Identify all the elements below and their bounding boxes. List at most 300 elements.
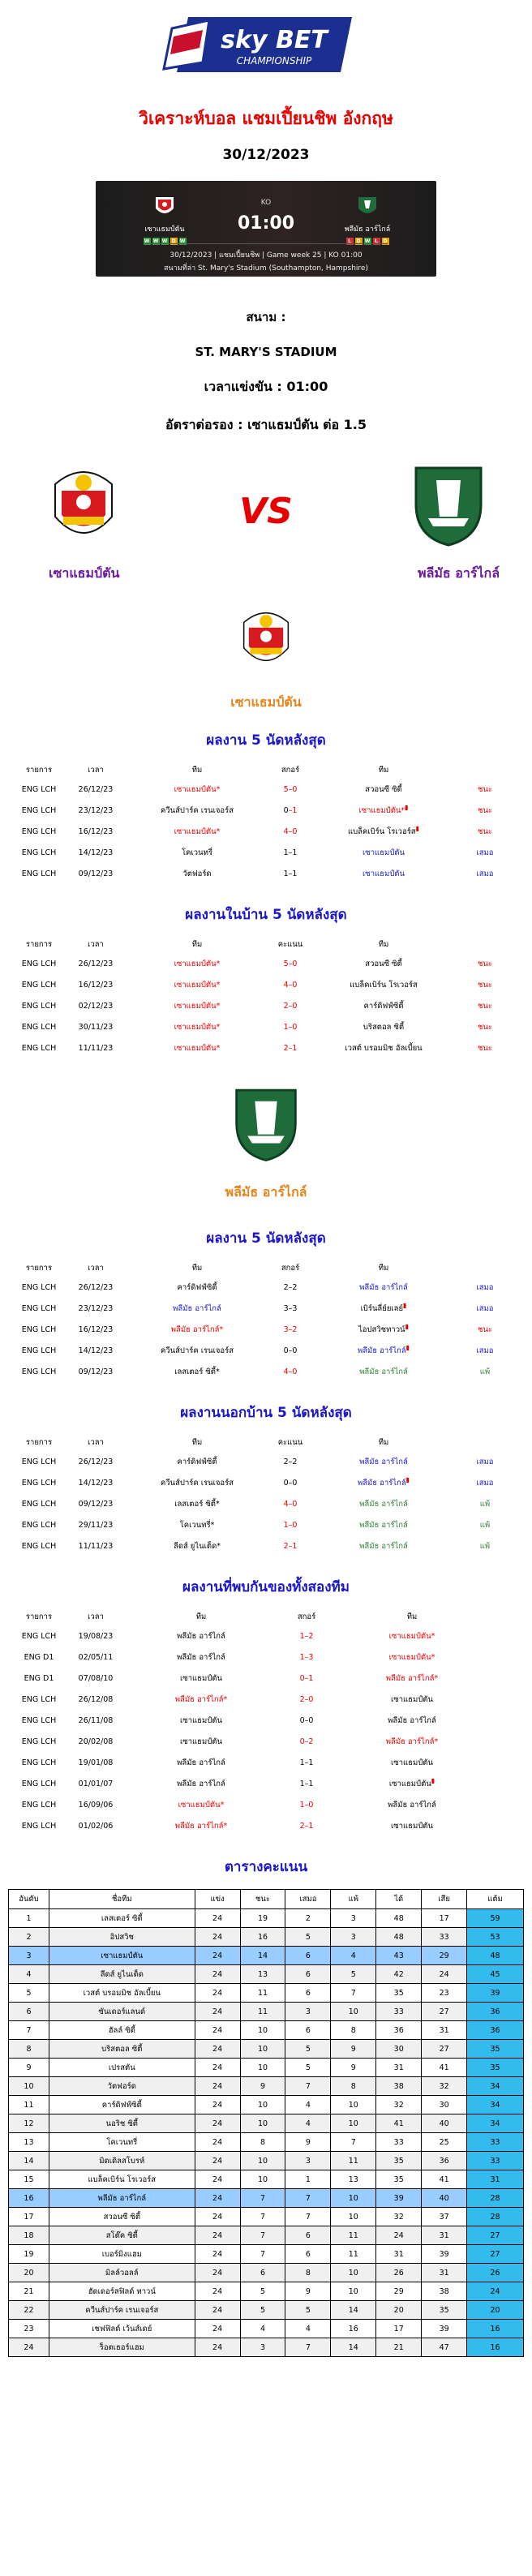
away-team-label: เบิร์นลี่ย์ยเลย์ (360, 1304, 404, 1314)
banner-match-info: 30/12/2023 | แชมเปี้ยนชิพ | Game week 25 | KO 01:00 (169, 251, 363, 260)
standings-cell: 10 (331, 2282, 376, 2301)
red-card-icon: ▮ (405, 1322, 409, 1330)
standings-cell pts: 33 (467, 2152, 524, 2170)
standings-cell: เบอร์มิงแฮม (49, 2245, 195, 2264)
cell-home-team: พลีมัธ อาร์ไกล์* (170, 1324, 224, 1334)
score-away: 0 (292, 1499, 298, 1509)
cell-date: 16/12/23 (78, 1324, 114, 1334)
cell-result: เสมอ (476, 869, 494, 878)
odds-line: อัตราต่อรอง : เซาแธมป์ตัน ต่อ 1.5 (165, 417, 367, 432)
cell-home-team: เซาแธมป์ตัน (180, 1737, 222, 1746)
score-home: 2 (283, 1457, 289, 1466)
standings-cell: 5 (285, 2040, 331, 2059)
col-home: ทีม (191, 939, 203, 949)
table-row (15, 1646, 517, 1668)
table-row (15, 953, 517, 974)
standings-cell: 14 (331, 2338, 376, 2357)
standings-cell: 23 (9, 2320, 49, 2338)
standings-cell: 17 (9, 2208, 49, 2226)
cell-date: 30/11/23 (78, 1022, 114, 1032)
cell-away-team (339, 1646, 485, 1668)
stadium-label: สนาม : (246, 310, 286, 324)
score-away: 0 (292, 1478, 298, 1488)
score-home: 3 (283, 1324, 289, 1334)
standings-cell: 17 (422, 1909, 467, 1928)
away-team-heading: พลีมัธ อาร์ไกล์ (225, 1184, 307, 1200)
cell-score: 4–0 (283, 1499, 298, 1509)
standings-cell: โคเวนทรี่ (49, 2133, 195, 2152)
standings-cell: 10 (331, 2189, 376, 2208)
standings-cell: 6 (285, 2021, 331, 2040)
standings-cell pts: 34 (467, 2077, 524, 2096)
col-home: ทีม (191, 1437, 203, 1447)
cell-result: ชนะ (477, 784, 493, 794)
standings-cell: 7 (285, 2077, 331, 2096)
standings-cell: เซาแธมป์ตัน (49, 1947, 195, 1965)
cell-date: 16/09/06 (78, 1800, 114, 1810)
standings-cell: 6 (285, 2245, 331, 2264)
cell-competition: ENG LCH (21, 1457, 57, 1466)
standings-cell: 6 (285, 2226, 331, 2245)
standings-row (9, 1928, 524, 1947)
col-lost: แพ้ (331, 1890, 376, 1909)
standings-cell: เชฟฟิลด์ เว้นส์เดย์ (49, 2320, 195, 2338)
standings-cell: 37 (422, 2208, 467, 2226)
home-team-name: เซาแธมป์ตัน (49, 565, 120, 581)
standings-cell: 24 (195, 2282, 240, 2301)
standings-cell pts: 36 (467, 2021, 524, 2040)
cell-competition: ENG LCH (21, 1758, 57, 1767)
score-home: 3 (283, 1303, 289, 1313)
cell-home-team: พลีมัธ อาร์ไกล์* (174, 1694, 228, 1704)
cell-competition: ENG LCH (21, 1541, 57, 1551)
standings-cell: 4 (285, 2114, 331, 2133)
plymouth-crest-icon (225, 1083, 307, 1164)
standings-cell: 36 (422, 2152, 467, 2170)
standings-cell: 39 (422, 2320, 467, 2338)
cell-competition: ENG LCH (21, 959, 57, 968)
col-time: เวลา (88, 1437, 104, 1447)
table-row (15, 1451, 517, 1472)
score-home: 5 (283, 784, 289, 794)
standings-row (9, 2003, 524, 2021)
header-logo-area (0, 0, 532, 81)
standings-cell: 24 (195, 2245, 240, 2264)
cell-competition: ENG LCH (21, 1499, 57, 1509)
cell-away-team (315, 1277, 453, 1298)
cell-away-team (339, 1731, 485, 1752)
score-home: 2 (299, 1821, 305, 1831)
col-home: ทีม (195, 1612, 207, 1621)
away-team-label: พลีมัธ อาร์ไกล์ (359, 1457, 408, 1466)
score-home: 1 (299, 1631, 305, 1641)
score-home: 2 (283, 1282, 289, 1292)
form-badge: D (382, 238, 389, 245)
standings-cell: มิดเดิลสโบรห์ (49, 2152, 195, 2170)
standings-cell: 7 (331, 1984, 376, 2003)
cell-result (485, 1752, 517, 1773)
standings-cell: 3 (285, 2003, 331, 2021)
cell-date: 26/12/08 (78, 1694, 114, 1704)
cell-home-team: เลสเตอร์ ซิตี้* (174, 1367, 220, 1376)
cell-away-team (315, 1340, 453, 1361)
score-home: 1 (283, 869, 289, 878)
cell-away-team (315, 800, 453, 821)
standings-cell: 24 (195, 2152, 240, 2170)
standings-cell: 24 (195, 2021, 240, 2040)
standings-cell: 48 (376, 1928, 422, 1947)
cell-home-team: พลีมัธ อาร์ไกล์* (174, 1821, 228, 1831)
table-row (15, 1815, 517, 1836)
standings-cell: 13 (240, 1965, 285, 1984)
cell-score: 0–2 (299, 1737, 314, 1746)
cell-away-team (339, 1815, 485, 1836)
table-header-row (15, 1608, 517, 1625)
cell-competition: ENG LCH (21, 980, 57, 990)
standings-cell: 15 (9, 2170, 49, 2189)
cell-date: 14/12/23 (78, 1346, 114, 1355)
score-away: 1 (292, 848, 298, 857)
standings-cell: 21 (9, 2282, 49, 2301)
standings-cell: 10 (240, 2096, 285, 2114)
score-home: 2 (283, 1043, 289, 1053)
cell-score: 1–0 (299, 1800, 314, 1810)
table-row (15, 1625, 517, 1646)
cell-result: แพ้ (479, 1367, 491, 1376)
red-card-icon: ▮ (403, 1301, 407, 1309)
standings-cell: 7 (285, 2208, 331, 2226)
standings-table (8, 1889, 524, 2357)
standings-cell pts: 26 (467, 2264, 524, 2282)
standings-cell: 5 (9, 1984, 49, 2003)
cell-home-team: พลีมัธ อาร์ไกล์ (177, 1779, 225, 1788)
score-away: 2 (292, 1457, 298, 1466)
score-home: 0 (283, 805, 289, 815)
cell-home-team: เซาแธมป์ตัน* (174, 784, 221, 794)
cell-date: 11/11/23 (78, 1541, 114, 1551)
standings-cell pts: 35 (467, 2059, 524, 2077)
standings-cell: 10 (240, 2059, 285, 2077)
standings-cell: 7 (285, 2338, 331, 2357)
standings-cell: 1 (285, 2170, 331, 2189)
score-home: 1 (299, 1800, 305, 1810)
cell-score: 1–1 (299, 1779, 314, 1788)
cell-score: 1–2 (299, 1631, 314, 1641)
col-score: คะแนน (277, 1437, 303, 1447)
cell-score: 1–3 (299, 1652, 314, 1662)
standings-row (9, 1947, 524, 1965)
standings-cell: บริสตอล ซิตี้ (49, 2040, 195, 2059)
cell-score: 2–1 (283, 1043, 298, 1053)
standings-row (9, 1909, 524, 1928)
away-away5-table (15, 1433, 517, 1556)
standings-cell: 3 (285, 2152, 331, 2170)
standings-cell pts: 20 (467, 2301, 524, 2320)
standings-cell: 11 (331, 2226, 376, 2245)
cell-score: 1–1 (283, 869, 298, 878)
cell-result (485, 1794, 517, 1815)
standings-cell pts: 16 (467, 2320, 524, 2338)
form-badge: L (373, 238, 380, 245)
col-comp: รายการ (25, 1263, 53, 1273)
stadium-name: ST. MARY'S STADIUM (195, 345, 337, 359)
cell-home-team: เซาแธมป์ตัน* (174, 1022, 221, 1032)
table-row (15, 1340, 517, 1361)
standings-cell: 10 (331, 2208, 376, 2226)
standings-cell: 14 (331, 2301, 376, 2320)
cell-date: 01/02/06 (78, 1821, 114, 1831)
standings-cell pts: 27 (467, 2245, 524, 2264)
standings-cell: นอริช ซิตี้ (49, 2114, 195, 2133)
standings-cell: 27 (422, 2003, 467, 2021)
standings-cell: 24 (195, 2114, 240, 2133)
cell-competition: ENG LCH (21, 869, 57, 878)
banner-away-name: พลีมัธ อาร์ไกล์ (344, 225, 391, 234)
col-time: เวลา (88, 765, 104, 775)
cell-competition: ENG D1 (24, 1673, 54, 1683)
score-home: 1 (299, 1652, 305, 1662)
standings-cell: 24 (195, 1909, 240, 1928)
cell-away-team (315, 1016, 453, 1037)
standings-cell: 16 (331, 2320, 376, 2338)
standings-cell: 11 (331, 2245, 376, 2264)
standings-cell: 29 (376, 2282, 422, 2301)
cell-result: เสมอ (476, 1346, 494, 1355)
cell-result: เสมอ (476, 1478, 494, 1488)
standings-cell: 5 (285, 1928, 331, 1947)
cell-date: 09/12/23 (78, 1367, 114, 1376)
standings-cell: แบล็คเบิร์น โรเวอร์ส (49, 2170, 195, 2189)
standings-cell: 8 (285, 2264, 331, 2282)
table-row (15, 1731, 517, 1752)
standings-row (9, 2338, 524, 2357)
standings-cell: 35 (422, 2301, 467, 2320)
cell-competition: ENG LCH (21, 1779, 57, 1788)
standings-cell: 6 (285, 1984, 331, 2003)
score-away: 1 (292, 1043, 298, 1053)
cell-date: 19/08/23 (78, 1631, 114, 1641)
standings-cell: ฮัลล์ ซิตี้ (49, 2021, 195, 2040)
cell-date: 20/02/08 (78, 1737, 114, 1746)
standings-cell: อิปสวิช (49, 1928, 195, 1947)
cell-away-team (339, 1689, 485, 1710)
standings-cell: 26 (376, 2264, 422, 2282)
table-row (15, 1298, 517, 1319)
table-row (15, 1493, 517, 1514)
cell-competition: ENG LCH (21, 1346, 57, 1355)
standings-cell: 7 (240, 2208, 285, 2226)
table-row (15, 1277, 517, 1298)
score-away: 1 (292, 1541, 298, 1551)
standings-cell: 24 (195, 1928, 240, 1947)
cell-away-team (315, 1472, 453, 1493)
cell-date: 26/12/23 (78, 1282, 114, 1292)
red-card-icon: ▮ (415, 824, 420, 832)
skybet-championship-logo (161, 12, 371, 77)
table-row (15, 974, 517, 995)
standings-cell: 19 (240, 1909, 285, 1928)
standings-cell: 3 (331, 1928, 376, 1947)
standings-cell pts: 16 (467, 2338, 524, 2357)
standings-cell: 32 (376, 2208, 422, 2226)
standings-cell: 31 (422, 2264, 467, 2282)
col-drawn: เสมอ (285, 1890, 331, 1909)
away-team-label: พลีมัธ อาร์ไกล์ (357, 1346, 406, 1356)
standings-cell: 8 (9, 2040, 49, 2059)
cell-home-team: ลีดส์ ยูไนเต็ด* (174, 1541, 221, 1551)
cell-score: 0–0 (299, 1715, 314, 1725)
cell-result: ชนะ (477, 980, 493, 990)
cell-date: 29/11/23 (78, 1520, 114, 1530)
standings-cell: ฮัดเดอร์สฟิลด์ ทาวน์ (49, 2282, 195, 2301)
cell-date: 11/11/23 (78, 1043, 114, 1053)
cell-away-team (315, 1298, 453, 1319)
match-date: 30/12/2023 (222, 147, 310, 163)
cell-home-team: เซาแธมป์ตัน* (178, 1800, 225, 1810)
standings-cell: 39 (422, 2245, 467, 2264)
cell-date: 14/12/23 (78, 848, 114, 857)
cell-away-team (315, 953, 453, 974)
cell-score: 5–0 (283, 959, 298, 968)
col-comp: รายการ (25, 765, 53, 775)
standings-cell pts: 27 (467, 2226, 524, 2245)
table-row (15, 800, 517, 821)
standings-cell: 40 (422, 2114, 467, 2133)
red-card-icon: ▮ (405, 1475, 410, 1483)
away-team-label: เซาแธมป์ตัน (363, 848, 405, 857)
standings-row (9, 2059, 524, 2077)
standings-cell pts: 39 (467, 1984, 524, 2003)
standings-cell: 10 (9, 2077, 49, 2096)
standings-cell pts: 24 (467, 2282, 524, 2301)
banner-kickoff-time: 01:00 (237, 213, 295, 234)
score-away: 0 (292, 980, 298, 990)
cell-competition: ENG D1 (24, 1652, 54, 1662)
cell-result: เสมอ (476, 1282, 494, 1292)
standings-cell: 7 (9, 2021, 49, 2040)
banner-home-name: เซาแธมป์ตัน (144, 225, 185, 234)
cell-away-team (339, 1625, 485, 1646)
plymouth-crest-icon (357, 194, 378, 218)
banner-ko-label: KO (260, 199, 272, 207)
cell-away-team (315, 842, 453, 863)
cell-away-team (339, 1752, 485, 1773)
score-home: 1 (283, 1022, 289, 1032)
standings-cell: 47 (422, 2338, 467, 2357)
cell-away-team (315, 1514, 453, 1535)
standings-row (9, 1984, 524, 2003)
cell-result (485, 1815, 517, 1836)
col-score: สกอร์ (281, 1263, 300, 1273)
standings-cell: 4 (331, 1947, 376, 1965)
score-away: 1 (292, 869, 298, 878)
score-home: 0 (283, 1346, 289, 1355)
standings-cell: 1 (9, 1909, 49, 1928)
cell-competition: ENG LCH (21, 1800, 57, 1810)
standings-row (9, 2152, 524, 2170)
standings-row (9, 2189, 524, 2208)
cell-date: 16/12/23 (78, 980, 114, 990)
standings-cell: 7 (240, 2245, 285, 2264)
cell-date: 26/12/23 (78, 784, 114, 794)
form-badge: L (346, 238, 354, 245)
cell-home-team: คาร์ดิฟฟ์ซิตี้ (177, 1282, 217, 1292)
standings-row (9, 2021, 524, 2040)
score-home: 4 (283, 1367, 289, 1376)
table-row (15, 1535, 517, 1556)
cell-date: 09/12/23 (78, 869, 114, 878)
standings-cell: 38 (422, 2282, 467, 2301)
standings-cell: 24 (195, 2320, 240, 2338)
standings-cell: 38 (376, 2077, 422, 2096)
col-team: ชื่อทีม (49, 1890, 195, 1909)
standings-cell: ควีนส์ปาร์ค เรนเจอร์ส (49, 2301, 195, 2320)
match-banner (96, 181, 436, 277)
standings-cell: 31 (376, 2059, 422, 2077)
vs-text: VS (239, 491, 293, 532)
standings-cell: 17 (376, 2320, 422, 2338)
standings-cell: 24 (195, 1984, 240, 2003)
cell-home-team: เซาแธมป์ตัน* (174, 1001, 221, 1011)
table-row (15, 995, 517, 1016)
cell-result: แพ้ (479, 1520, 491, 1530)
table-row (15, 1668, 517, 1689)
standings-cell: 24 (195, 2170, 240, 2189)
away-team-label: พลีมัธ อาร์ไกล์ (388, 1800, 436, 1810)
table-row (15, 1016, 517, 1037)
standings-cell: 31 (422, 2226, 467, 2245)
cell-competition: ENG LCH (21, 1043, 57, 1053)
cell-score: 4–0 (283, 1367, 298, 1376)
score-home: 1 (283, 848, 289, 857)
col-home: ทีม (191, 1263, 203, 1273)
logo-text: sky BET (221, 26, 328, 54)
cell-home-team: เซาแธมป์ตัน (180, 1673, 222, 1683)
score-away: 0 (292, 1001, 298, 1011)
standings-cell pts: 53 (467, 1928, 524, 1947)
away-team-label: เซาแธมป์ตัน (391, 1694, 433, 1704)
standings-cell: 9 (331, 2040, 376, 2059)
away-team-label: เวสต์ บรอมมิช อัลเบี้ยน (345, 1043, 423, 1053)
standings-cell: 2 (9, 1928, 49, 1947)
standings-cell: 12 (9, 2114, 49, 2133)
cell-away-team (315, 863, 453, 884)
standings-cell: 2 (285, 1909, 331, 1928)
standings-cell: 23 (422, 1984, 467, 2003)
col-score: คะแนน (277, 939, 303, 949)
cell-score: 1–0 (283, 1022, 298, 1032)
cell-home-team: ควีนส์ปาร์ค เรนเจอร์ส (160, 1478, 234, 1488)
home-last5-title: ผลงาน 5 นัดหลังสุด (206, 732, 326, 749)
away-team-label: เซาแธมป์ตัน (391, 1758, 433, 1767)
away-team-label: พลีมัธ อาร์ไกล์ (388, 1715, 436, 1725)
col-result (453, 761, 517, 779)
standings-cell: 9 (331, 2059, 376, 2077)
cell-home-team: เซาแธมป์ตัน* (174, 826, 221, 836)
score-away: 0 (308, 1715, 314, 1725)
cell-home-team: คาร์ดิฟฟ์ซิตี้ (177, 1457, 217, 1466)
col-time: เวลา (88, 939, 104, 949)
cell-score: 2–0 (283, 1001, 298, 1011)
cell-result: เสมอ (476, 848, 494, 857)
cell-result (485, 1731, 517, 1752)
h2h-title: ผลงานที่พบกันของทั้งสองทีม (182, 1579, 350, 1595)
cell-home-team: ควีนส์ปาร์ค เรนเจอร์ส (160, 805, 234, 815)
score-away: 0 (292, 1022, 298, 1032)
standings-cell: 16 (240, 1928, 285, 1947)
standings-cell: 7 (240, 2189, 285, 2208)
away-last5-table (15, 1259, 517, 1382)
